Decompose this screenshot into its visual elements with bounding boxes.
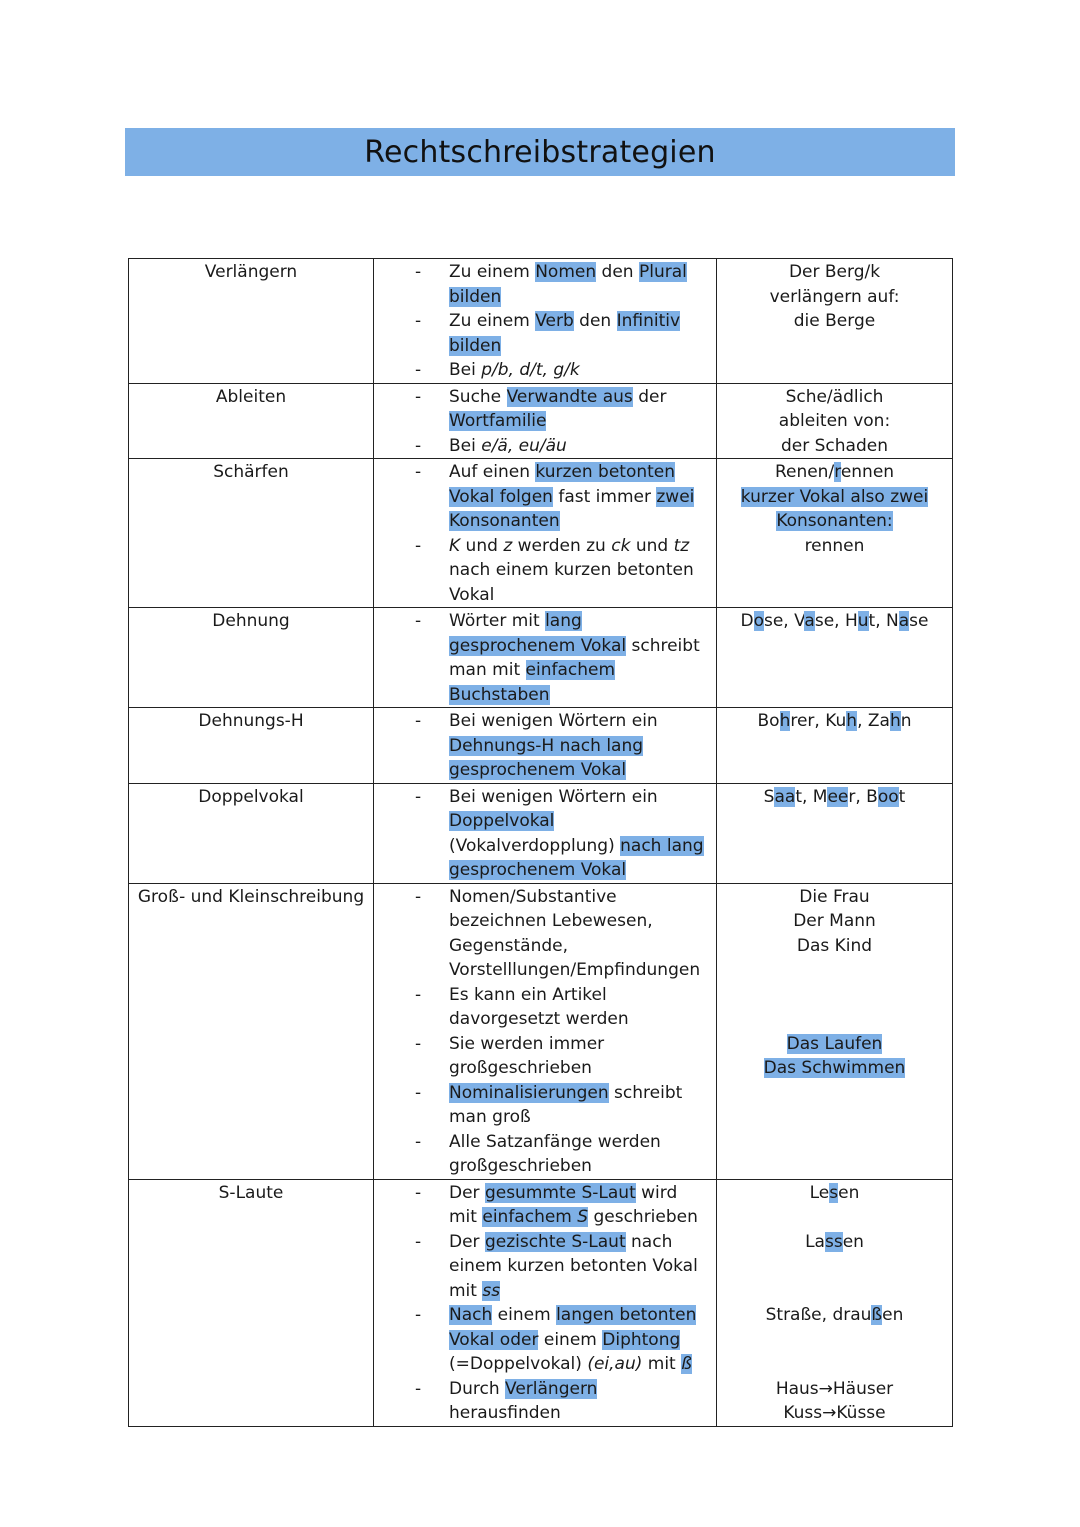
highlighted-text: aa — [774, 786, 796, 807]
text-segment: La — [805, 1231, 825, 1252]
text-segment: Bei — [449, 435, 482, 456]
text-segment: rennen — [804, 535, 865, 556]
text-segment: Bei — [449, 360, 482, 380]
example-line — [721, 709, 948, 734]
text-segment: den — [596, 262, 639, 282]
text-segment: D — [740, 611, 754, 631]
spacer — [721, 1328, 948, 1353]
highlighted-text: Doppelvokal — [449, 811, 555, 831]
example-line — [721, 885, 948, 910]
spacer — [721, 1254, 948, 1279]
highlighted-text: kurzer Vokal also zwei — [740, 486, 929, 507]
text-segment: S — [763, 786, 775, 807]
text-segment: t, M — [795, 786, 828, 807]
highlighted-text: ss — [824, 1231, 843, 1252]
rule-item — [374, 309, 712, 358]
text-segment: und — [630, 535, 674, 556]
text-segment: geschrieben — [588, 1207, 698, 1227]
text-segment: Alle Satzanfänge werden großgeschrieben — [449, 1131, 661, 1176]
text-segment: herausfinden — [449, 1403, 561, 1423]
highlighted-text: h — [846, 711, 858, 731]
rule-item — [374, 885, 712, 983]
highlighted-text: gesummte S-Laut — [484, 1182, 636, 1203]
rule-item — [374, 1081, 712, 1130]
highlighted-text: a — [804, 611, 815, 631]
text-segment: der — [632, 386, 667, 407]
highlighted-text: gezischte S-Laut — [484, 1231, 626, 1252]
rule-item — [374, 385, 712, 434]
text-segment: Der Mann — [793, 911, 876, 931]
strategy-row — [129, 783, 953, 883]
text-segment: Haus→Häuser — [775, 1378, 894, 1399]
strategies-table — [128, 258, 953, 1427]
text-segment: (ei,au) — [587, 1354, 643, 1374]
example-line: Der Berg/k — [788, 262, 881, 282]
spacer — [721, 983, 948, 1008]
text-segment: werden zu — [512, 535, 612, 556]
highlighted-text: Verb — [535, 311, 574, 331]
rule-item — [374, 460, 712, 534]
highlighted-text: ee — [827, 786, 849, 807]
text-segment: nach einem kurzen betonten Vokal — [449, 560, 694, 605]
highlighted-text: oo — [877, 786, 899, 807]
strategy-row — [129, 459, 953, 608]
example-line — [721, 509, 948, 534]
highlighted-text: Diphtong — [602, 1329, 681, 1350]
highlighted-text: Nominalisierungen — [449, 1082, 609, 1103]
text-segment: Es kann ein Artikel davorgesetzt werden — [449, 984, 629, 1029]
text-segment: t, N — [868, 611, 899, 631]
text-segment: Straße, drau — [765, 1305, 872, 1325]
strategy-rules — [374, 1179, 717, 1426]
text-segment: Renen/ — [774, 462, 835, 482]
strategy-example — [717, 708, 953, 784]
text-segment: e/ä, eu/äu — [481, 435, 567, 456]
rule-item — [374, 1303, 712, 1377]
rule-list — [374, 709, 712, 783]
highlighted-text: einfachem Buchstaben — [449, 660, 616, 705]
text-segment: p/b, d/t, g/k — [481, 360, 580, 380]
strategy-example — [717, 259, 953, 384]
example-line — [721, 1181, 948, 1206]
highlighted-text: Verwandte aus — [506, 386, 633, 407]
highlighted-text: S — [577, 1207, 589, 1227]
strategy-example — [717, 459, 953, 608]
strategy-name: Verlängern — [129, 259, 374, 384]
text-segment: und — [460, 535, 504, 556]
text-segment: en — [882, 1305, 904, 1325]
example-line: der Schaden — [781, 435, 888, 456]
text-segment: Le — [809, 1182, 830, 1203]
example-line — [721, 909, 948, 934]
text-segment: den — [573, 311, 617, 331]
strategy-name: Doppelvokal — [129, 783, 374, 883]
strategy-row — [129, 883, 953, 1179]
text-segment: mit — [642, 1354, 682, 1374]
highlighted-text: a — [898, 611, 910, 631]
text-segment: Auf einen — [449, 462, 536, 482]
example-line — [721, 1056, 948, 1081]
rule-item — [374, 534, 712, 608]
rule-list — [374, 260, 712, 383]
text-segment: einem — [492, 1305, 557, 1325]
highlighted-text: ß — [681, 1354, 692, 1374]
example-line: verlängern auf: — [769, 286, 900, 307]
highlighted-text: Wortfamilie — [449, 411, 547, 431]
highlighted-text: Das Schwimmen — [763, 1058, 906, 1078]
rule-item — [374, 609, 712, 707]
highlighted-text: kurzen betonten Vokal folgen — [449, 462, 676, 507]
spacer — [721, 1205, 948, 1230]
text-segment: schreibt man groß — [449, 1082, 683, 1127]
highlighted-text: h — [889, 711, 901, 731]
example-line — [721, 1401, 948, 1426]
strategy-rules — [374, 883, 717, 1179]
text-segment: Das Kind — [796, 935, 873, 956]
title-banner — [125, 128, 955, 176]
text-segment: ck — [611, 535, 631, 556]
strategy-example — [717, 383, 953, 459]
example-line — [721, 934, 948, 959]
text-segment: en — [838, 1182, 860, 1203]
strategy-name: Ableiten — [129, 383, 374, 459]
text-segment: schreibt man mit — [449, 635, 700, 680]
text-segment: Suche — [449, 386, 507, 407]
highlighted-text: h — [779, 711, 791, 731]
rule-list — [374, 460, 712, 607]
rule-item — [374, 1230, 712, 1304]
highlighted-text: einfachem — [482, 1207, 578, 1227]
highlighted-text: ß — [871, 1305, 883, 1325]
spacer — [721, 1352, 948, 1377]
strategy-name: Groß- und Kleinschreibung — [129, 883, 374, 1179]
example-line — [721, 1303, 948, 1328]
rule-list — [374, 609, 712, 707]
text-segment: Die Frau — [799, 886, 870, 907]
rule-item — [374, 709, 712, 783]
highlighted-text: Plural bilden — [449, 262, 687, 307]
text-segment: einem — [538, 1329, 603, 1350]
text-segment: se, H — [814, 611, 858, 631]
text-segment: Durch — [449, 1378, 506, 1399]
text-segment: Der — [449, 1182, 485, 1203]
rule-list — [374, 785, 712, 883]
strategy-rules — [374, 459, 717, 608]
example-line — [721, 485, 948, 510]
example-line: Sche/ädlich — [785, 386, 884, 407]
example-line — [721, 1032, 948, 1057]
text-segment: Nomen/Substantive bezeichnen Lebewesen, Gegenstände, Vorstelllungen/Empfindungen — [449, 886, 701, 980]
highlighted-text: o — [753, 611, 764, 631]
strategy-example — [717, 883, 953, 1179]
text-segment: nach einem kurzen betonten Vokal mit — [449, 1231, 698, 1301]
strategy-example — [717, 783, 953, 883]
text-segment: se — [909, 611, 929, 631]
strategy-name: Dehnung — [129, 608, 374, 708]
highlighted-text: lang gesprochenem Vokal — [449, 611, 627, 656]
strategy-rules — [374, 783, 717, 883]
strategy-rules — [374, 259, 717, 384]
rule-item — [374, 358, 712, 383]
strategy-rules — [374, 383, 717, 459]
strategy-example — [717, 608, 953, 708]
text-segment: (Vokalverdopplung) — [449, 835, 621, 856]
strategy-name: Schärfen — [129, 459, 374, 608]
rule-item — [374, 785, 712, 883]
example-line — [721, 460, 948, 485]
rule-list — [374, 385, 712, 459]
text-segment: Bei wenigen Wörtern ein — [449, 711, 658, 731]
text-segment: ennen — [840, 462, 895, 482]
strategy-name: Dehnungs-H — [129, 708, 374, 784]
text-segment: se, V — [763, 611, 805, 631]
text-segment: (=Doppelvokal) — [449, 1354, 588, 1374]
text-segment: Bei wenigen Wörtern ein — [449, 786, 658, 807]
highlighted-text: r — [834, 462, 841, 482]
text-segment: Wörter mit — [449, 611, 546, 631]
text-segment: z — [503, 535, 513, 556]
highlighted-text: Nomen — [535, 262, 597, 282]
text-segment: fast immer — [552, 486, 657, 507]
highlighted-text: u — [857, 611, 869, 631]
rule-item — [374, 1130, 712, 1179]
text-segment: K — [449, 535, 461, 556]
example-line: ableiten von: — [778, 411, 891, 431]
strategy-row — [129, 608, 953, 708]
text-segment: tz — [673, 535, 690, 556]
text-segment: t — [898, 786, 906, 807]
highlighted-text: s — [829, 1182, 839, 1203]
strategy-rules — [374, 608, 717, 708]
highlighted-text: Nach — [449, 1305, 493, 1325]
text-segment: Kuss→Küsse — [783, 1403, 886, 1423]
spacer — [721, 958, 948, 983]
highlighted-text: Verlängern — [505, 1378, 598, 1399]
example-line — [721, 1377, 948, 1402]
rule-item — [374, 1032, 712, 1081]
strategy-rules — [374, 708, 717, 784]
text-segment: Zu einem — [449, 311, 536, 331]
example-line — [721, 1230, 948, 1255]
strategy-row — [129, 708, 953, 784]
text-segment: wird mit — [449, 1182, 678, 1227]
highlighted-text: Das Laufen — [786, 1033, 883, 1054]
rule-item — [374, 260, 712, 309]
rule-item — [374, 1377, 712, 1426]
page-title: Rechtschreibstrategien — [364, 134, 716, 170]
highlighted-text: Konsonanten: — [776, 511, 893, 531]
highlighted-text: zwei Konsonanten — [449, 486, 695, 531]
text-segment: Der — [449, 1231, 485, 1252]
example-line — [721, 609, 948, 634]
text-segment: Zu einem — [449, 262, 536, 282]
strategy-row — [129, 1179, 953, 1426]
rule-item — [374, 434, 712, 459]
text-segment: , Za — [857, 711, 890, 731]
strategy-name: S-Laute — [129, 1179, 374, 1426]
rule-item — [374, 1181, 712, 1230]
text-segment: en — [842, 1231, 864, 1252]
strategy-row — [129, 259, 953, 384]
text-segment: rer, Ku — [790, 711, 847, 731]
example-line: die Berge — [793, 311, 876, 331]
example-line — [721, 534, 948, 559]
text-segment: Sie werden immer großgeschrieben — [449, 1033, 605, 1078]
highlighted-text: Dehnungs-H nach lang gesprochenem Vokal — [449, 735, 644, 780]
highlighted-text: langen betonten Vokal oder — [449, 1305, 697, 1350]
spacer — [721, 1279, 948, 1304]
text-segment: n — [900, 711, 912, 731]
highlighted-text: nach lang gesprochenem Vokal — [449, 835, 704, 880]
spacer — [721, 1007, 948, 1032]
text-segment: r, B — [848, 786, 878, 807]
strategy-example — [717, 1179, 953, 1426]
strategy-row — [129, 383, 953, 459]
rule-list — [374, 885, 712, 1179]
highlighted-text: ss — [482, 1280, 501, 1301]
rule-list — [374, 1181, 712, 1426]
example-line — [721, 785, 948, 810]
text-segment: Bo — [757, 711, 780, 731]
highlighted-text: Infinitiv bilden — [449, 311, 681, 356]
rule-item — [374, 983, 712, 1032]
